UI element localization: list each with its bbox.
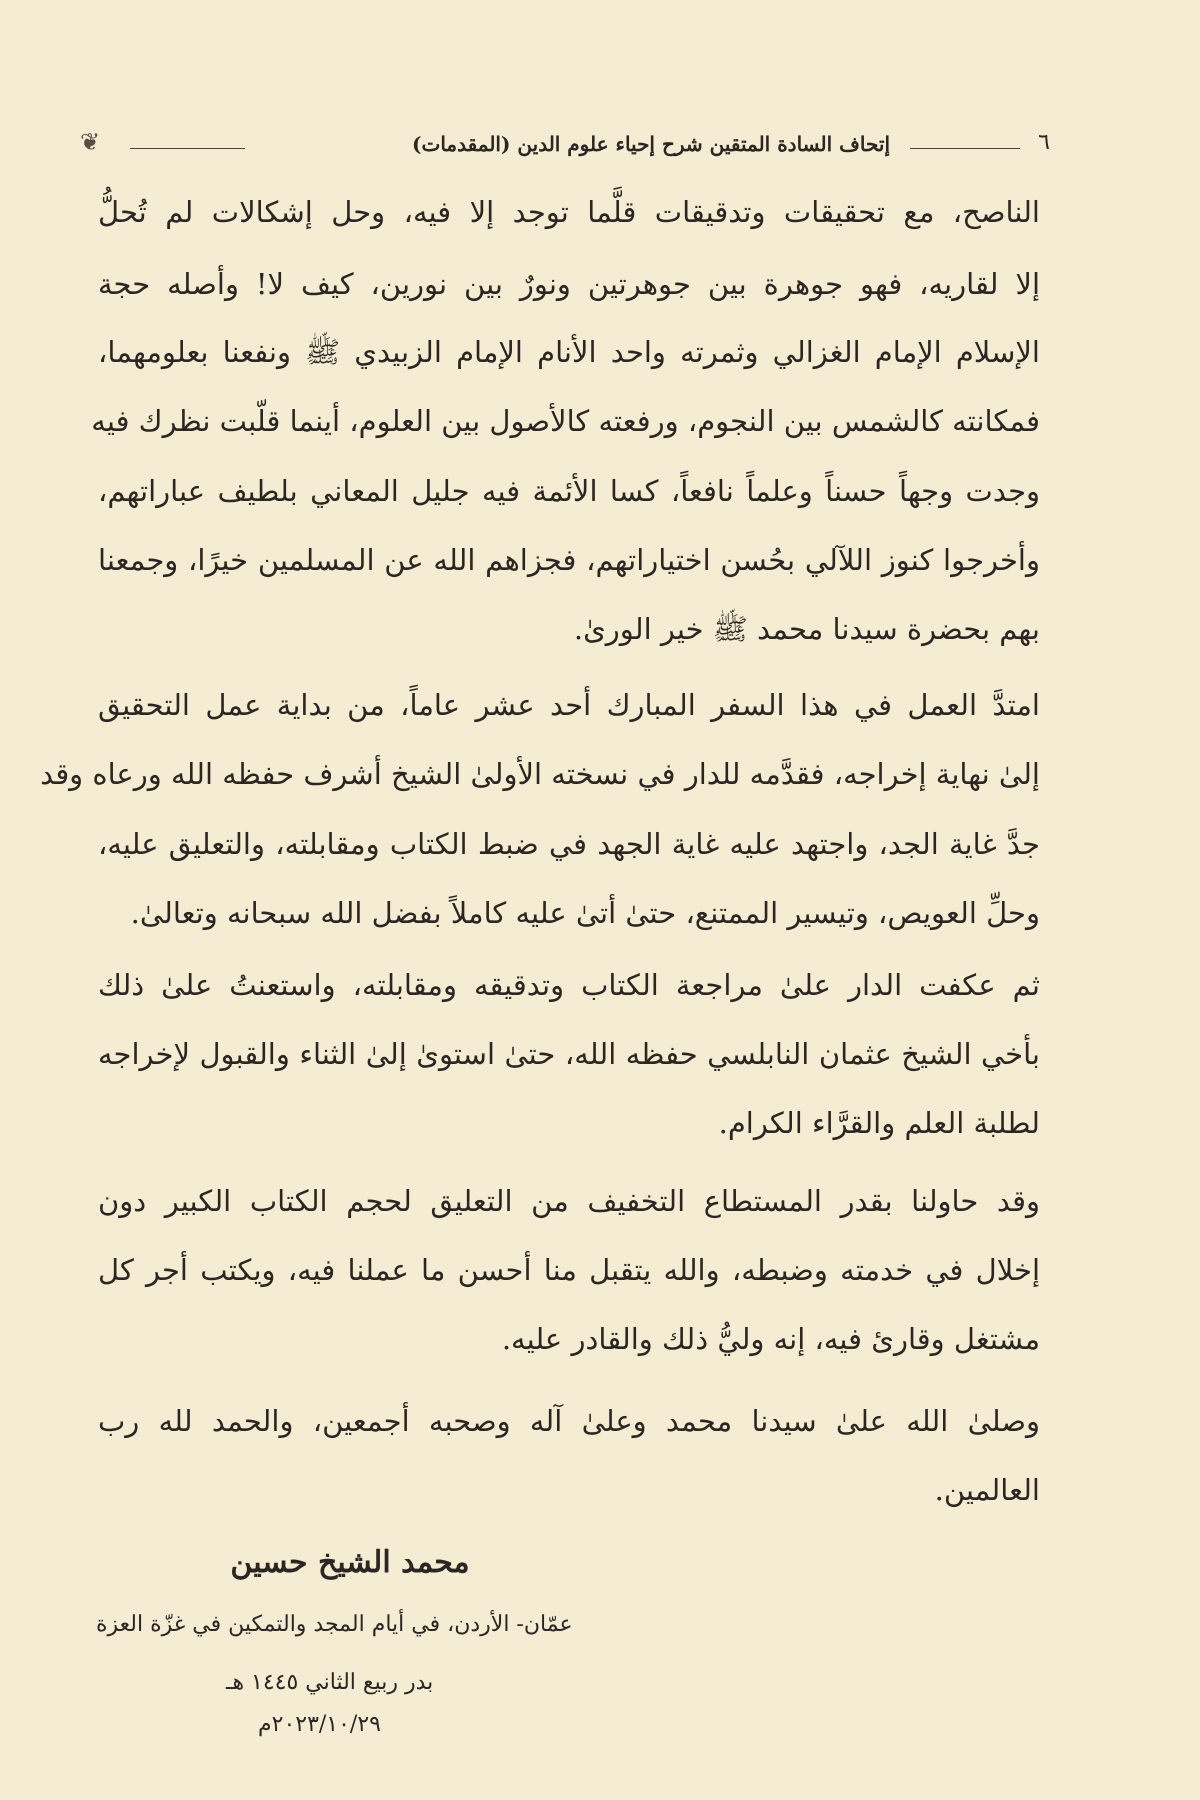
page-number: ٦ (1038, 130, 1050, 155)
text-line: الإسلام الإمام الغزالي وثمرته واحد الأنام الإمام الزبيدي ﷺ ونفعنا بعلومهما، (98, 335, 1040, 369)
header-rule (130, 148, 245, 149)
text-line: فمكانته كالشمس بين النجوم، ورفعته كالأصول بين العلوم، أينما قلّبت نظرك فيه (91, 404, 1040, 438)
text-line: وحلِّ العويص، وتيسير الممتنع، حتىٰ أتىٰ عليه كاملاً بفضل الله سبحانه وتعالىٰ. (130, 896, 1040, 930)
hijri-date: بدر ربيع الثاني ١٤٤٥ هـ (226, 1670, 434, 1695)
text-line: الناصح، مع تحقيقات وتدقيقات قلَّما توجد إلا فيه، وحل إشكالات لم تُحلُّ (98, 195, 1040, 229)
ornament-icon: ❦ (80, 128, 101, 156)
text-line: وأخرجوا كنوز اللآلي بحُسن اختياراتهم، فجزاهم الله عن المسلمين خيرًا، وجمعنا (98, 543, 1040, 577)
text-line: ثم عكفت الدار علىٰ مراجعة الكتاب وتدقيقه ومقابلته، واستعنتُ علىٰ ذلك (98, 968, 1040, 1002)
text-line: العالمين. (934, 1473, 1040, 1507)
running-header (80, 128, 1050, 164)
text-line: وجدت وجهاً حسناً وعلماً نافعاً، كسا الأئمة فيه جليل المعاني بلطيف عباراتهم، (98, 474, 1040, 508)
text-line: إلىٰ نهاية إخراجه، فقدَّمه للدار في نسخته الأولىٰ الشيخ أشرف حفظه الله ورعاه وقد (40, 757, 1040, 791)
text-line: امتدَّ العمل في هذا السفر المبارك أحد عشر عاماً، من بداية عمل التحقيق (98, 688, 1040, 722)
signature-name: محمد الشيخ حسين (230, 1545, 470, 1580)
text-line: إلا لقاريه، فهو جوهرة بين جوهرتين ونورٌ بين نورين، كيف لا! وأصله حجة (98, 267, 1040, 301)
signature-place: عمّان- الأردن، في أيام المجد والتمكين في غزّة العزة (96, 1612, 573, 1637)
text-line: وصلىٰ الله علىٰ سيدنا محمد وعلىٰ آله وصحبه أجمعين، والحمد لله رب (98, 1404, 1040, 1438)
gregorian-date: ٢٠٢٣/١٠/٢٩م (258, 1712, 381, 1737)
text-line: بهم بحضرة سيدنا محمد ﷺ خير الورىٰ. (573, 612, 1040, 646)
running-title: إتحاف السادة المتقين شرح إحياء علوم الدين (المقدمات) (412, 132, 890, 156)
text-line: إخلال في خدمته وضبطه، والله يتقبل منا أحسن ما عملنا فيه، ويكتب أجر كل (98, 1253, 1040, 1287)
text-line: بأخي الشيخ عثمان النابلسي حفظه الله، حتىٰ استوىٰ إلىٰ الثناء والقبول لإخراجه (98, 1037, 1040, 1071)
text-line: وقد حاولنا بقدر المستطاع التخفيف من التعليق لحجم الكتاب الكبير دون (98, 1184, 1040, 1218)
text-line: مشتغل وقارئ فيه، إنه وليُّ ذلك والقادر عليه. (501, 1322, 1040, 1356)
text-line: لطلبة العلم والقرَّاء الكرام. (718, 1106, 1040, 1140)
header-rule (910, 148, 1020, 149)
text-line: جدَّ غاية الجد، واجتهد عليه غاية الجهد في ضبط الكتاب ومقابلته، والتعليق عليه، (98, 827, 1040, 861)
